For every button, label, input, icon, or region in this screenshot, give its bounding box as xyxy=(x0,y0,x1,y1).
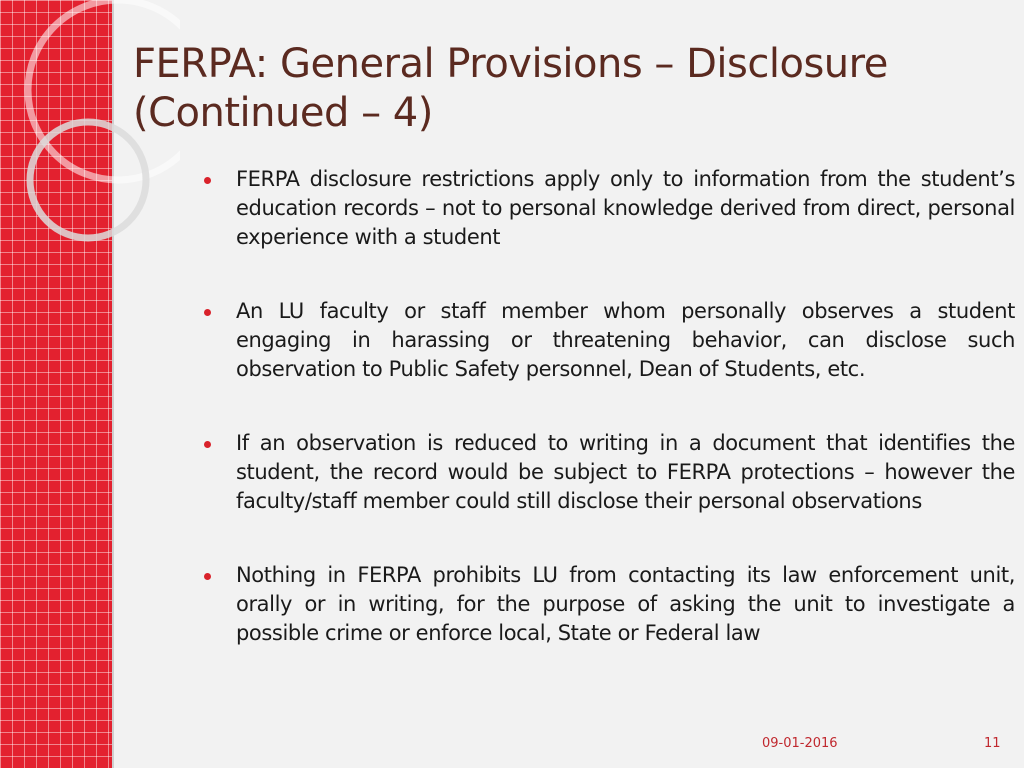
slide-title-line-1: FERPA: General Provisions – Disclosure xyxy=(133,41,888,87)
bullet-text: FERPA disclosure restrictions apply only to information from the student’s education records – not to personal knowledge derived from direct, personal experience with a student xyxy=(236,167,1015,249)
bullet-dot-icon xyxy=(204,573,211,580)
slide-number: 11 xyxy=(984,736,1001,751)
bullet-dot-icon xyxy=(204,441,211,448)
bullet-dot-icon xyxy=(204,309,211,316)
bullet-text: If an observation is reduced to writing in a document that identifies the student, the record would be subject to FERPA protections – however the faculty/staff member could still disclose their personal observations xyxy=(236,431,1015,513)
bullet-dot-icon xyxy=(204,177,211,184)
bullet-text: An LU faculty or staff member whom personally observes a student engaging in harassing or threatening behavior, can disclose such observation to Public Safety personnel, Dean of Students, etc. xyxy=(236,299,1015,381)
bullet-item xyxy=(200,165,1015,252)
bullet-item xyxy=(200,429,1015,516)
bullet-text: Nothing in FERPA prohibits LU from contacting its law enforcement unit, orally or in writing, for the purpose of asking the unit to investigate a possible crime or enforce local, State or Federal law xyxy=(236,563,1015,645)
bullet-list xyxy=(200,165,1015,693)
footer-date: 09-01-2016 xyxy=(762,736,838,751)
bullet-item xyxy=(200,561,1015,648)
slide-title-line-2: (Continued – 4) xyxy=(133,90,433,136)
slide-title xyxy=(133,40,1003,138)
bullet-item xyxy=(200,297,1015,384)
